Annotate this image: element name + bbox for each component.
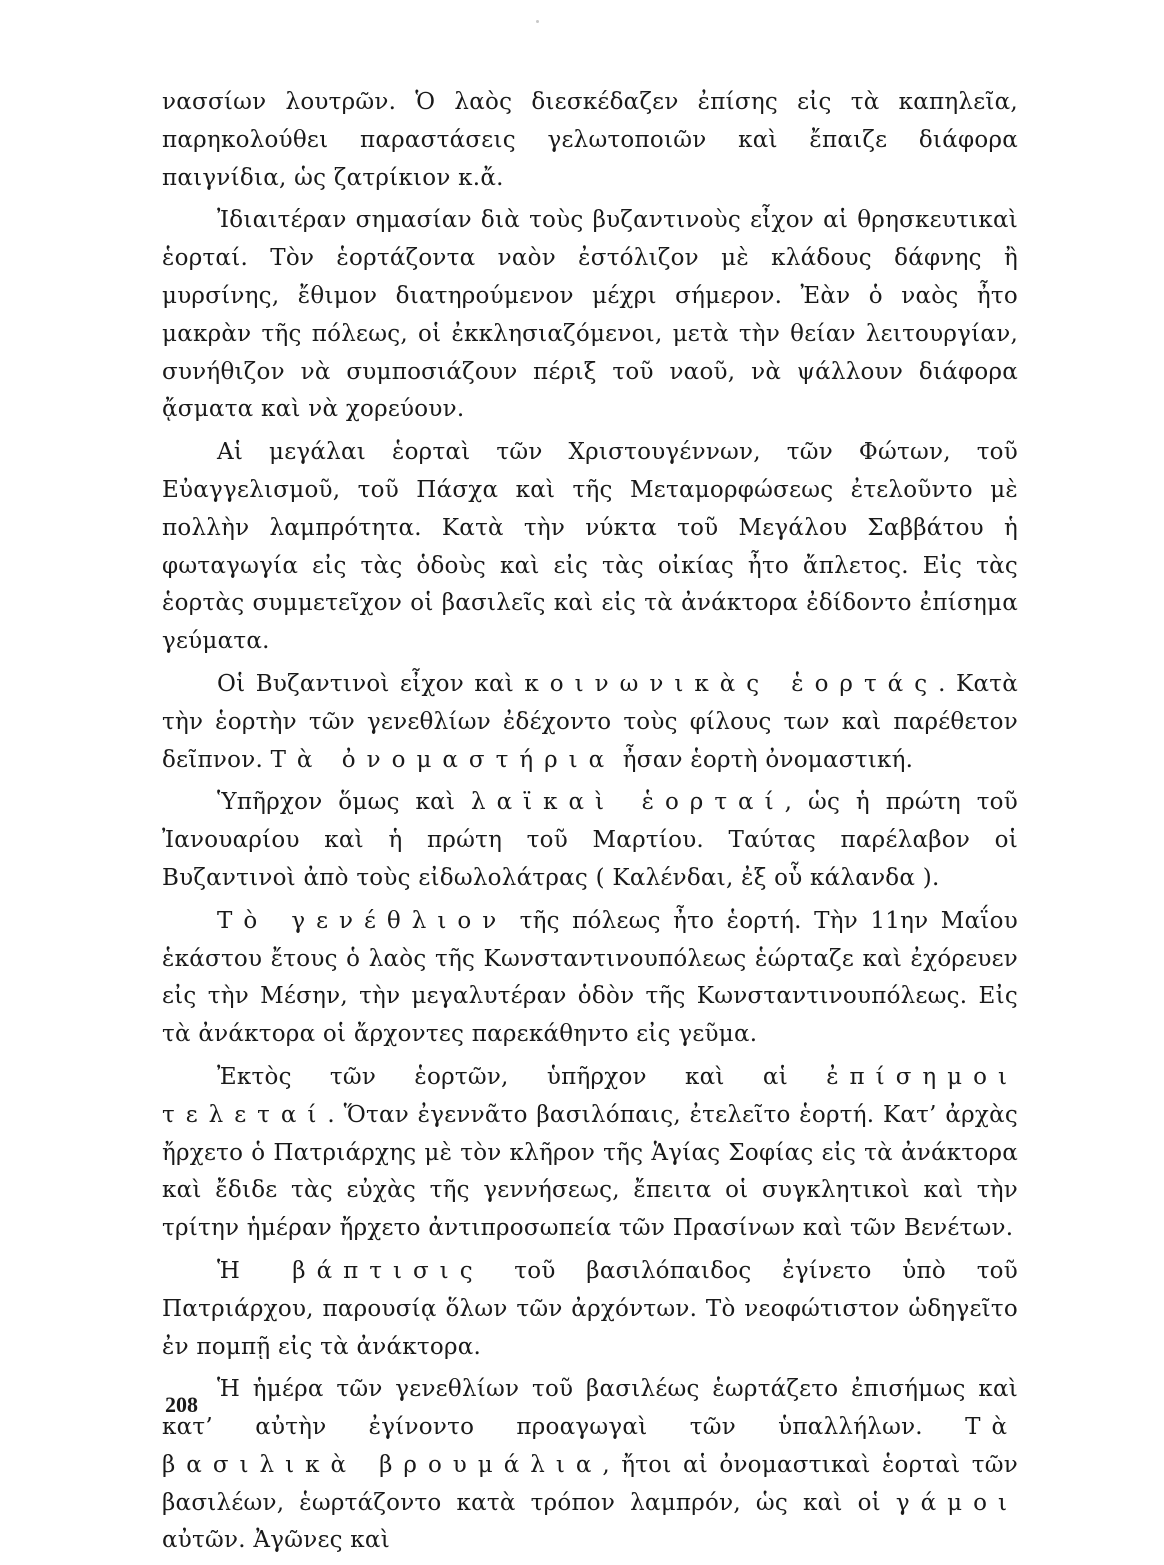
text-span: τοῦ βασιλόπαιδος ἐγίνετο ὑπὸ τοῦ Πατριάρχου, παρουσίᾳ ὅλων τῶν ἀρχόντων. Τὸ νεοφώτιστον ὡδηγεῖτο ἐν πομπῇ εἰς τὰ ἀνάκτορα. — [162, 1257, 1018, 1360]
paragraph — [162, 1253, 1018, 1366]
paragraph — [162, 84, 1018, 197]
text-span: Οἱ Βυζαντινοὶ εἶχον καὶ — [217, 670, 525, 697]
spaced-emphasis: Τὸ γενέθλιον — [217, 907, 508, 934]
text-span: αὐτῶν. Ἀγῶνες καὶ — [162, 1527, 390, 1554]
paragraph — [162, 1371, 1018, 1560]
text-span: . Ὅταν ἐγεννᾶτο βασιλόπαις, ἐτελεῖτο ἑορτή. Κατ’ ἀρχὰς ἤρχετο ὁ Πατριάρχης μὲ τὸν κλῆρον τῆς Ἁγίας Σοφίας εἰς τὰ ἀνάκτορα καὶ ἔδιδε τὰς εὐχὰς τῆς γεννήσεως, ἔπειτα οἱ συγκλητικοὶ καὶ τὴν τρίτην ἡμέραν ἤρχετο ἀντιπροσωπεία τῶν Πρασίνων καὶ τῶν Βενέτων. — [162, 1101, 1018, 1242]
scan-speck — [536, 20, 539, 23]
paragraph — [162, 202, 1018, 429]
spaced-emphasis: κοινωνικὰς ἑορτάς — [524, 670, 939, 697]
text-span: Αἱ μεγάλαι ἑορταὶ τῶν Χριστουγέννων, τῶν Φώτων, τοῦ Εὐαγγελισμοῦ, τοῦ Πάσχα καὶ τῆς Μεταμορφώσεως ἐτελοῦντο μὲ πολλὴν λαμπρότητα. Κατὰ τὴν νύκτα τοῦ Μεγάλου Σαββάτου ἡ φωταγωγία εἰς τὰς ὁδοὺς καὶ εἰς τὰς οἰκίας ἦτο ἄπλετος. Εἰς τὰς ἑορτὰς συμμετεῖχον οἱ βασιλεῖς καὶ εἰς τὰ ἀνάκτορα ἐδίδοντο ἐπίσημα γεύματα. — [162, 439, 1018, 655]
spaced-emphasis: Τὰ βασιλικὰ βρουμάλια — [162, 1414, 1018, 1478]
spaced-emphasis: Ἡ βάπτισις — [217, 1257, 484, 1284]
text-span: Ἐκτὸς τῶν ἑορτῶν, ὑπῆρχον καὶ αἱ — [217, 1063, 827, 1090]
paragraph — [162, 434, 1018, 661]
paragraph — [162, 1059, 1018, 1248]
text-span: Ἡ ἡμέρα τῶν γενεθλίων τοῦ βασιλέως ἑωρτάζετο ἐπισήμως καὶ κατ’ αὐτὴν ἐγίνοντο προαγωγαὶ τῶν ὑπαλλήλων. — [162, 1376, 1018, 1441]
text-span: . Κατὰ τὴν ἑορτὴν τῶν γενεθλίων ἐδέχοντο τοὺς φίλους των καὶ παρέθετον δεῖπνον. — [162, 670, 1018, 773]
text-span: τῆς πόλεως ἦτο ἑορτή. Τὴν 11ην Μαΐου ἑκάστου ἔτους ὁ λαὸς τῆς Κωνσταντινουπόλεως ἑώρταζε καὶ ἐχόρευεν εἰς τὴν Μέσην, τὴν μεγαλυτέραν ὁδὸν τῆς Κωνσταντινουπόλεως. Εἰς τὰ ἀνάκτορα οἱ ἄρχοντες παρεκάθηντο εἰς γεῦμα. — [162, 907, 1018, 1048]
spaced-emphasis: λαϊκαὶ ἑορταί — [471, 789, 785, 816]
paragraph — [162, 903, 1018, 1054]
page-number: 208 — [165, 1392, 198, 1417]
paragraph — [162, 666, 1018, 779]
text-span: νασσίων λουτρῶν. Ὁ λαὸς διεσκέδαζεν ἐπίσης εἰς τὰ καπηλεῖα, παρηκολούθει παραστάσεις γελωτοποιῶν καὶ ἔπαιζε διάφορα παιγνίδια, ὡς ζατρίκιον κ.ἄ. — [162, 89, 1018, 191]
text-span: Ἰδιαιτέραν σημασίαν διὰ τοὺς βυζαντινοὺς εἶχον αἱ θρησκευτικαὶ ἑορταί. Τὸν ἑορτάζοντα ναὸν ἐστόλιζον μὲ κλάδους δάφνης ἢ μυρσίνης, ἔθιμον διατηρούμενον μέχρι σήμερον. Ἐὰν ὁ ναὸς ἦτο μακρὰν τῆς πόλεως, οἱ ἐκκλησιαζόμενοι, μετὰ τὴν θείαν λειτουργίαν, συνήθιζον νὰ συμποσιάζουν πέριξ τοῦ ναοῦ, νὰ ψάλλουν διάφορα ᾄσματα καὶ νὰ χορεύουν. — [162, 207, 1018, 423]
text-span: Ὑπῆρχον ὅμως καὶ — [217, 789, 472, 816]
paragraph — [162, 784, 1018, 897]
body-text — [162, 84, 1018, 1565]
spaced-emphasis: ἐπίσημοι τελεταί — [162, 1063, 1018, 1128]
text-span: , ἤτοι αἱ ὀνομαστικαὶ ἑορταὶ τῶν βασιλέων, ἑωρτάζοντο κατὰ τρόπον λαμπρόν, ὡς καὶ οἱ — [162, 1451, 1018, 1516]
spaced-emphasis: γάμοι — [895, 1489, 1018, 1516]
text-span: , ὡς ἡ πρώτη τοῦ Ἰανουαρίου καὶ ἡ πρώτη τοῦ Μαρτίου. Ταύτας παρέλαβον οἱ Βυζαντινοὶ ἀπὸ τοὺς εἰδωλολάτρας ( Καλένδαι, ἐξ οὗ κάλανδα ). — [162, 789, 1018, 891]
spaced-emphasis: Τὰ ὀνομαστήρια — [270, 746, 616, 773]
text-span: ἦσαν ἑορτὴ ὀνομαστική. — [615, 746, 914, 773]
